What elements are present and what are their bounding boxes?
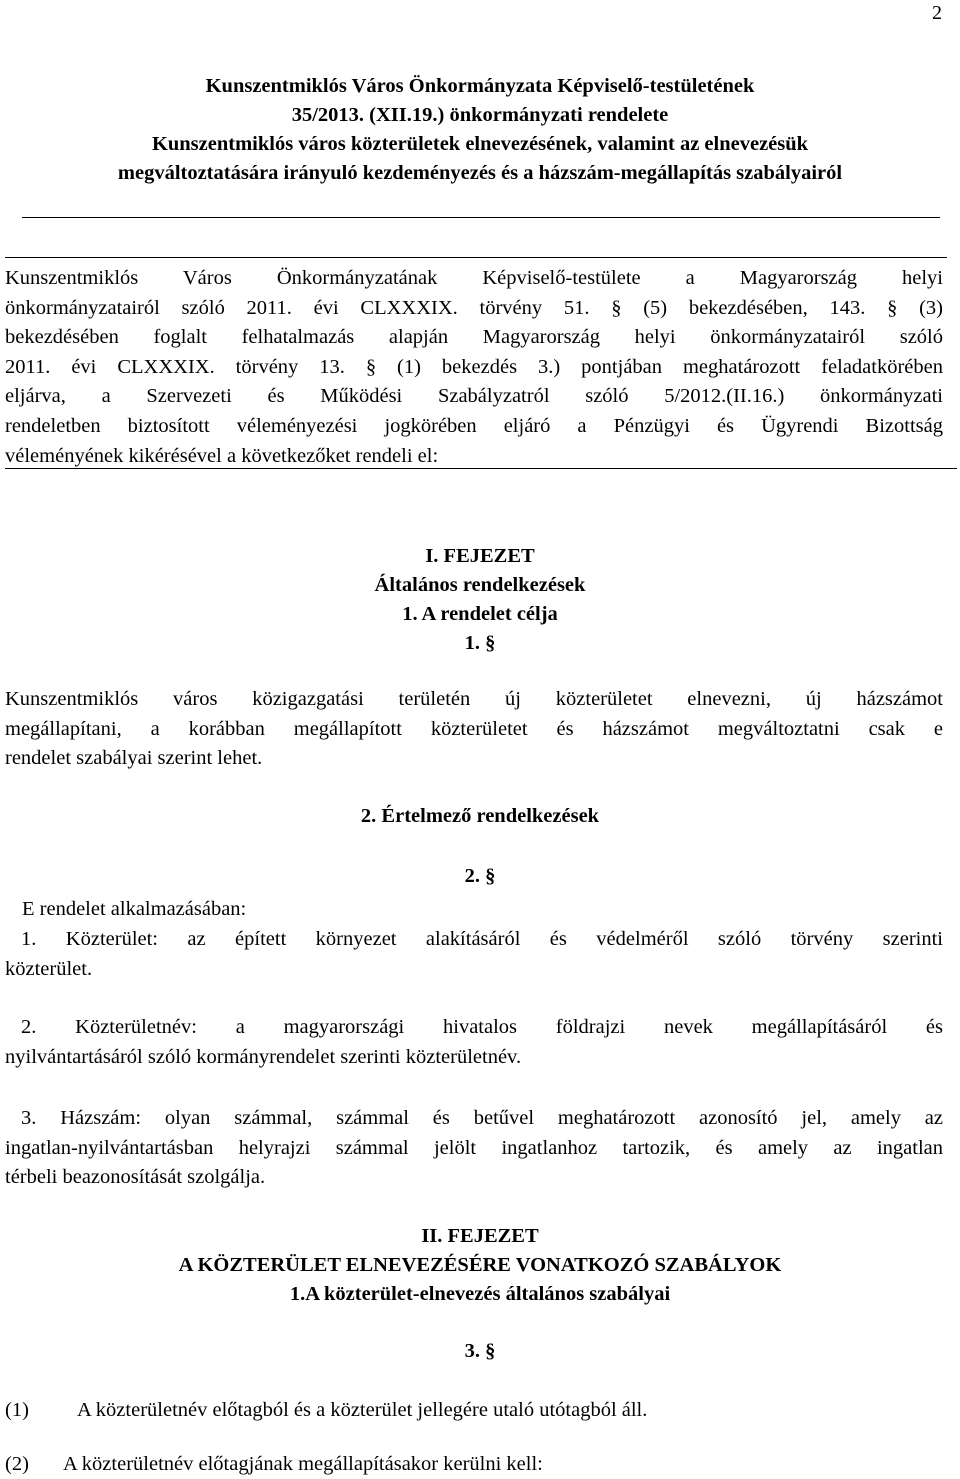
title-line-1: Kunszentmiklós Város Önkormányzata Képviselő-testületének: [205, 75, 755, 97]
preamble-line: 2011. évi CLXXXIX. törvény 13. § (1) bekezdés 3.) pontjában meghatározott feladatkörében: [5, 355, 943, 378]
chapter-number: II. FEJEZET: [421, 1225, 539, 1247]
definition-line: nyilvántartásáról szóló kormányrendelet szerinti közterületnév.: [5, 1045, 522, 1068]
definitions-intro: E rendelet alkalmazásában:: [22, 898, 247, 920]
definition-line: közterület.: [5, 957, 93, 980]
title-line-4: megváltoztatására irányuló kezdeményezés és a házszám-megállapítás szabályairól: [117, 162, 843, 184]
definition-line: 2. Közterületnév: a magyarországi hivatalos földrajzi nevek megállapításáról és: [21, 1016, 943, 1038]
definition-line: 3. Házszám: olyan számmal, számmal és betűvel meghatározott azonosító jel, amely az: [21, 1107, 943, 1129]
chapter-name: Általános rendelkezések: [374, 574, 586, 596]
chapter-1-heading: [0, 542, 960, 658]
document-title: [0, 72, 960, 188]
preamble-bottom-rule: [5, 468, 957, 469]
item-2-number: (2): [5, 1453, 29, 1475]
paragraph-mark: 1. §: [464, 632, 496, 654]
preamble: [5, 264, 943, 471]
preamble-line: bekezdésében foglalt felhatalmazás alapján Magyarország helyi önkormányzatairól szóló: [5, 326, 943, 349]
page-number: 2: [932, 2, 942, 24]
chapter-2-heading: [0, 1222, 960, 1309]
section-2-title: 2. Értelmező rendelkezések: [360, 805, 600, 827]
paragraph-mark-2: 2. §: [464, 865, 496, 887]
item-2-text: A közterületnév előtagjának megállapításakor kerülni kell:: [63, 1453, 543, 1475]
item-1-text: A közterületnév előtagból és a közterület jellegére utaló utótagból áll.: [77, 1399, 648, 1421]
paragraph-mark-3: 3. §: [464, 1340, 496, 1362]
preamble-line: önkormányzatairól szóló 2011. évi CLXXXIX. törvény 51. § (5) bekezdésében, 143. § (3): [5, 296, 943, 319]
paragraph-line: Kunszentmiklós város közigazgatási területén új közterületet elnevezni, új házszámot: [5, 688, 943, 710]
chapter-name: A KÖZTERÜLET ELNEVEZÉSÉRE VONATKOZÓ SZABÁLYOK: [178, 1254, 782, 1276]
preamble-line: véleményének kikérésével a következőket rendeli el:: [5, 444, 439, 467]
title-line-3: Kunszentmiklós város közterületek elnevezésének, valamint az elnevezésük: [151, 133, 809, 155]
paragraph-line: rendelet szabályai szerint lehet.: [5, 747, 263, 770]
item-1-number: (1): [5, 1399, 29, 1421]
preamble-line: rendeletben biztosított véleményezési jogkörében eljáró a Pénzügyi és Ügyrendi Bizottság: [5, 414, 943, 437]
definition-1: [5, 925, 943, 984]
definition-line: térbeli beazonosítását szolgálja.: [5, 1166, 266, 1189]
definition-2: [5, 1013, 943, 1072]
paragraph-line: megállapítani, a korábban megállapított közterületet és házszámot megváltoztatni csak e: [5, 717, 943, 740]
preamble-top-rule: [5, 257, 947, 258]
section-title: 1. A rendelet célja: [402, 603, 558, 625]
preamble-line: eljárva, a Szervezeti és Működési Szabályzatról szóló 5/2012.(II.16.) önkormányzati: [5, 385, 943, 408]
paragraph-1: [5, 685, 943, 774]
chapter-number: I. FEJEZET: [425, 545, 535, 567]
title-line-2: 35/2013. (XII.19.) önkormányzati rendelete: [291, 104, 669, 126]
definition-line: 1. Közterület: az épített környezet alakításáról és védelméről szóló törvény szerinti: [21, 928, 943, 950]
section-title: 1.A közterület-elnevezés általános szabályai: [289, 1283, 671, 1305]
preamble-line: Kunszentmiklós Város Önkormányzatának Képviselő-testülete a Magyarország helyi: [5, 267, 943, 289]
definition-3: [5, 1104, 943, 1193]
title-rule: [22, 217, 940, 218]
definition-line: ingatlan-nyilvántartásban helyrajzi számmal jelölt ingatlanhoz tartozik, és amely az ingatlan: [5, 1136, 943, 1159]
